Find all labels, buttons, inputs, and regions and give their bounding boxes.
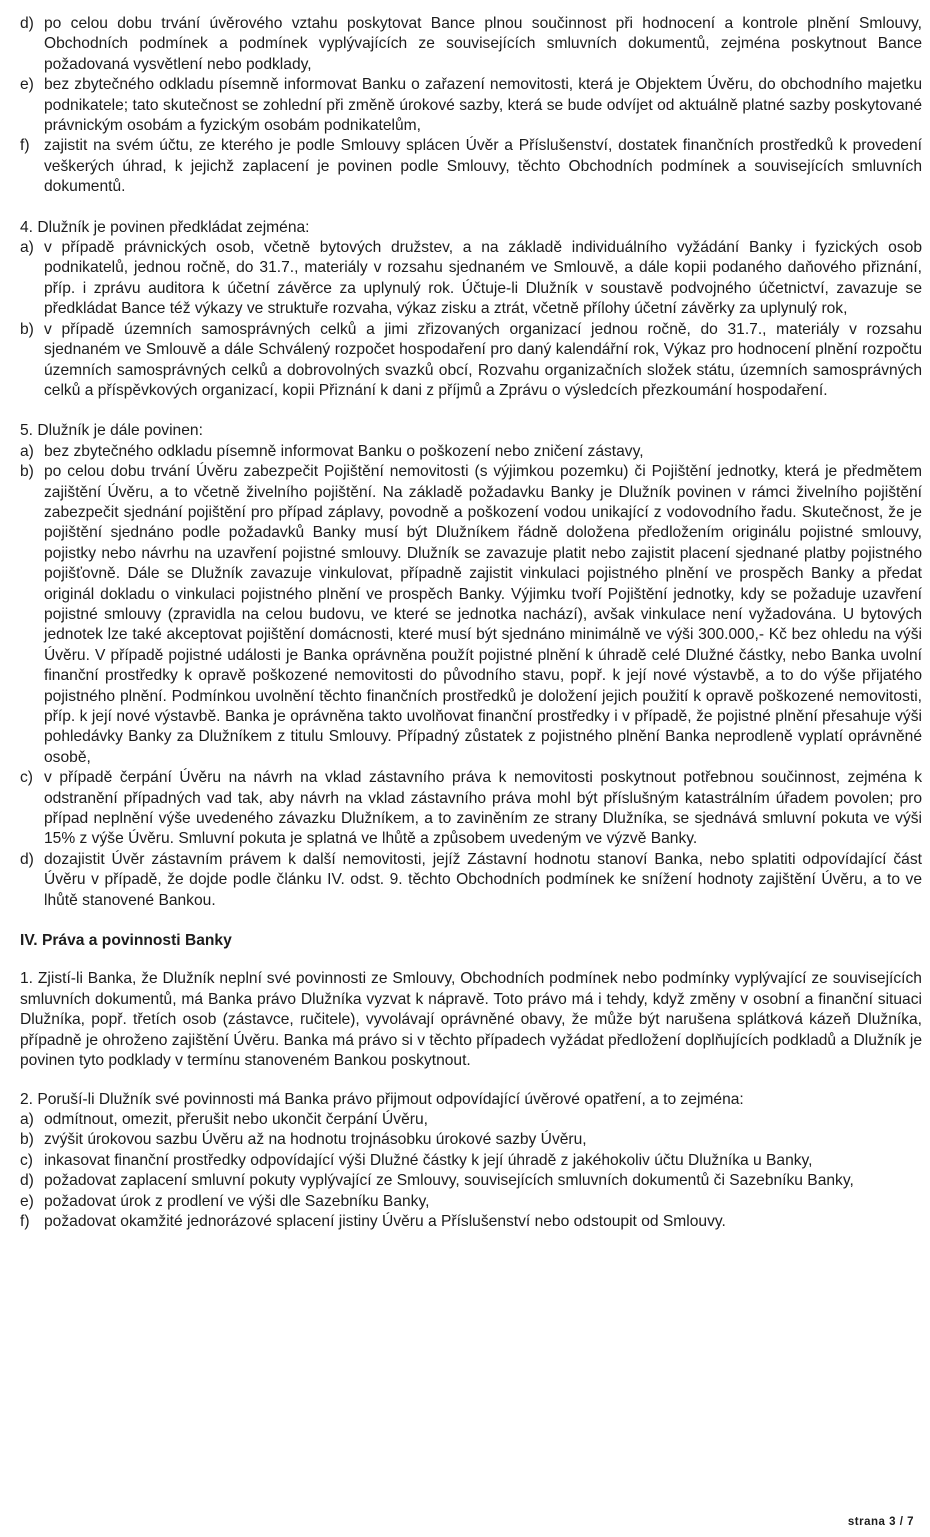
list-item (20, 320, 922, 402)
list-item (20, 1151, 922, 1171)
item-marker: e) (20, 1192, 34, 1210)
list-item (20, 768, 922, 850)
item-marker: a) (20, 1110, 34, 1128)
list-item (20, 1171, 922, 1191)
list-item (20, 238, 922, 320)
item-text: požadovat zaplacení smluvní pokuty vyplývající ze Smlouvy, souvisejících smluvních dokumentů či Sazebníku Banky, (44, 1172, 854, 1190)
item-marker: b) (20, 463, 34, 481)
item-text: inkasovat finanční prostředky odpovídající výši Dlužné částky k její úhradě z jakéhokoliv účtu Dlužníka u Banky, (44, 1151, 813, 1169)
item-text: požadovat okamžité jednorázové splacení jistiny Úvěru a Příslušenství nebo odstoupit od Smlouvy. (44, 1212, 726, 1230)
list-item (20, 1212, 922, 1232)
list-item (20, 1192, 922, 1212)
item-text: bez zbytečného odkladu písemně informovat Banku o zařazení nemovitosti, která je Objektem Úvěru, do obchodního majetku podnikatele; tato skutečnost se zohlední při změně úrokové sazby, která se bude odvíjet od aktuálně platné sazby poskytované právnickým osobám a fyzickým osobám podnikatelům, (44, 76, 922, 135)
item-text: dozajistit Úvěr zástavním právem k další nemovitosti, jejíž Zástavní hodnotu stanoví Banka, nebo splatiti odpovídající část Úvěru v případě, že dojde podle článku IV. odst. 9. těchto Obchodních podmínek ke snížení hodnoty zajištění Úvěru, a to ve lhůtě stanovené Bankou. (44, 850, 922, 909)
section-iv-paragraph-1: 1. Zjistí-li Banka, že Dlužník neplní své povinnosti ze Smlouvy, Obchodních podmínek nebo podmínky vyplývající ze souvisejících smluvních dokumentů, má Banka právo Dlužníka vyzvat k nápravě. Toto právo má i tehdy, když změny v osobní a finanční situaci Dlužníka, popř. třetích osob (zástavce, ručitele), vyvolávají oprávněné obavy, že může být narušena splátková kázeň Dlužníka, případně je ohroženo zajištění Úvěru. Banka má právo si v těchto případech vyžádat předložení doplňujících podkladů a Dlužník je povinen tyto podklady v termínu stanoveném Bankou poskytnout. (20, 970, 922, 1070)
item-text: v případě územních samosprávných celků a jimi zřizovaných organizací jednou ročně, do 31.7., materiály v rozsahu sjednaném ve Smlouvě a dále Schválený rozpočet hospodaření pro daný kalendářní rok, Výkaz pro hodnocení plnění rozpočtu územních samosprávných celků a dobrovolných svazků obcí, Rozvahu organizačních složek státu, územních samosprávných celků a příspěvkových organizací, kopii Přiznání k dani z příjmů a Zprávu o výsledcích přezkoumání hospodaření. (44, 320, 922, 399)
item-marker: f) (20, 1212, 30, 1230)
item-text: po celou dobu trvání Úvěru zabezpečit Pojištění nemovitosti (s výjimkou pozemku) či Pojištění jednotky, která je předmětem zajištění Úvěru, a to včetně živelního pojištění. Na základě požadavku Banky je Dlužník povinen v rámci živelního pojištění zabezpečit sjednání pojištění pro případ záplavy, povodně a poškození vodou unikající z vodovodního řadu. Skutečnost, že je pojištění sjednáno podle požadavků Banky musí být Dlužníkem řádně doložena předložením originálu pojistné smlouvy, pojistky nebo návrhu na uzavření pojistné smlouvy. Dlužník se zavazuje platit nebo zajistit placení sjednané platby pojistného pojišťovně. Dále se Dlužník zavazuje vinkulovat, případně zajistit vinkulaci pojistného plnění ve prospěch Banky a předat originál dokladu o vinkulaci pojistného plnění ve prospěch Banky. Výjimku tvoří Pojištění jednotky, kdy se požaduje uzavření pojistné smlouvy (zpravidla na celou budovu, ve které se jednotka nachází), avšak vinkulace není vyžadována. U bytových jednotek lze také akceptovat pojištění domácnosti, které musí být sjednáno minimálně ve výši 300.000,- Kč bez ohledu na výši Úvěru. V případě pojistné události je Banka oprávněna použít pojistné plnění k úhradě celé Dlužné částky, nebo Banka uvolní finanční prostředky k opravě poškozené nemovitosti do původního stavu, popř. k její nové výstavbě, a to do výše přijatého pojistného plnění. Podmínkou uvolnění těchto finančních prostředků je doložení jejich použití k opravě poškozené nemovitosti, příp. k její nové výstavbě. Banka je oprávněna takto uvolňovat finanční prostředky i v případě, že pojistné plnění přesahuje výši pohledávky Banky za Dlužníkem z titulu Smlouvy. Případný zůstatek z pojistného plnění Banka neprodleně vyplatí oprávněné osobě, (44, 463, 922, 766)
item-marker: a) (20, 442, 34, 460)
item-text: odmítnout, omezit, přerušit nebo ukončit čerpání Úvěru, (44, 1110, 428, 1128)
item-marker: b) (20, 1131, 34, 1149)
section-iv-list (20, 1110, 922, 1232)
item-marker: e) (20, 76, 34, 94)
section-4-intro: 4. Dlužník je povinen předkládat zejména: (20, 218, 310, 236)
list-item (20, 1110, 922, 1130)
item-marker: f) (20, 137, 30, 155)
item-marker: d) (20, 850, 34, 868)
section-4-list (20, 238, 922, 401)
item-text: zvýšit úrokovou sazbu Úvěru až na hodnotu trojnásobku úrokové sazby Úvěru, (44, 1131, 587, 1149)
section-5-list (20, 442, 922, 911)
item-marker: a) (20, 239, 34, 257)
list-item (20, 75, 922, 136)
list-item (20, 442, 922, 462)
list-item (20, 850, 922, 911)
section-iv-paragraph-2-intro: 2. Poruší-li Dlužník své povinnosti má Banka právo přijmout odpovídající úvěrové opatření, a to zejména: (20, 1090, 744, 1108)
item-text: v případě právnických osob, včetně bytových družstev, a na základě individuálního vyžádání Banky i fyzických osob podnikatelů, jednou ročně, do 31.7., materiály v rozsahu sjednaném ve Smlouvě, a dále kopii podaného daňového přiznání, příp. i zprávu auditora k účetní závěrce za uplynulý rok. Účtuje-li Dlužník v soustavě podvojného účetnictví, zavazuje se předkládat Bance též výkazy ve struktuře rozvaha, výkaz zisku a ztrát, včetně přílohy účetní závěrky za uplynulý rok, (44, 239, 922, 318)
item-text: požadovat úrok z prodlení ve výši dle Sazebníku Banky, (44, 1192, 430, 1210)
item-text: zajistit na svém účtu, ze kterého je podle Smlouvy splácen Úvěr a Příslušenství, dostatek finančních prostředků k provedení veškerých úhrad, k jejichž zaplacení je povinen podle Smlouvy, těchto Obchodních podmínek a souvisejících smluvních dokumentů. (44, 137, 922, 196)
page-number: strana 3 / 7 (847, 1516, 914, 1528)
list-block-1 (20, 14, 922, 198)
item-text: v případě čerpání Úvěru na návrh na vklad zástavního práva k nemovitosti poskytnout potřebnou součinnost, zejména k odstranění případných vad tak, aby návrh na vklad zástavního práva mohl být příslušným katastrálním úřadem povolen; pro případ neplnění výše uvedeného závazku Dlužníkem, a to zaviněním ze strany Dlužníka, se sjednává smluvní pokuta ve výši 15% z výše Úvěru. Smluvní pokuta je splatná ve lhůtě a způsobem uvedeným ve výzvě Banky. (44, 769, 922, 848)
list-item (20, 136, 922, 197)
list-item (20, 14, 922, 75)
section-5-intro: 5. Dlužník je dále povinen: (20, 422, 203, 440)
section-iv-heading: IV. Práva a povinnosti Banky (20, 932, 232, 950)
item-marker: c) (20, 1151, 33, 1169)
item-marker: c) (20, 769, 33, 787)
list-item (20, 1130, 922, 1150)
item-marker: b) (20, 320, 34, 338)
list-item (20, 462, 922, 768)
item-text: bez zbytečného odkladu písemně informovat Banku o poškození nebo zničení zástavy, (44, 442, 644, 460)
item-text: po celou dobu trvání úvěrového vztahu poskytovat Bance plnou součinnost při hodnocení a kontrole plnění Smlouvy, Obchodních podmínek a podmínek vyplývajících ze souvisejících smluvních dokumentů, zejména poskytnout Bance požadovaná vysvětlení nebo podklady, (44, 15, 922, 73)
item-marker: d) (20, 1172, 34, 1190)
item-marker: d) (20, 15, 34, 32)
